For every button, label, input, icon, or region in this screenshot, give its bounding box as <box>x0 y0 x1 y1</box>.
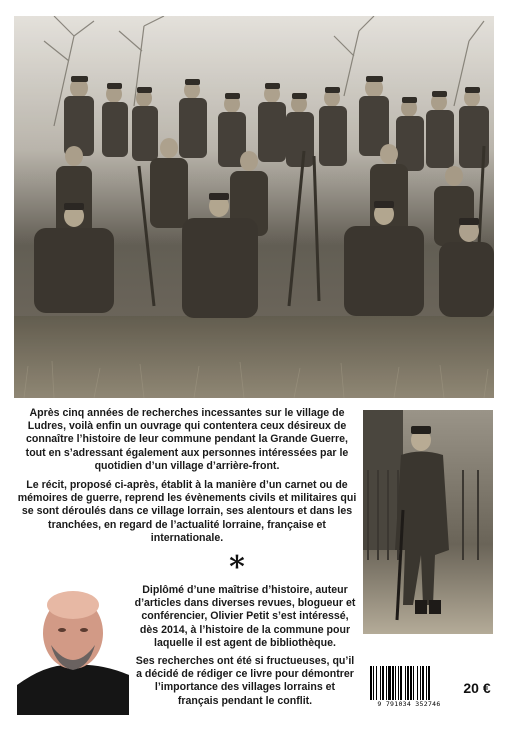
barcode-bar <box>417 666 418 700</box>
barcode-bar <box>400 666 402 700</box>
price-label: 20 € <box>463 680 491 696</box>
asterisk-separator: * <box>229 550 245 585</box>
soldiers-group-photo <box>14 16 494 398</box>
barcode-bar <box>382 666 384 700</box>
barcode-bar <box>376 666 377 700</box>
barcode-bar <box>422 666 424 700</box>
soldier-portrait-photo <box>363 410 493 634</box>
barcode-bar <box>426 666 427 700</box>
barcode-bar <box>410 666 412 700</box>
barcode-bar <box>405 666 406 700</box>
barcode-bar <box>428 666 430 700</box>
barcode-bar <box>380 666 381 700</box>
barcode-bar <box>407 666 409 700</box>
barcode-bar <box>420 666 421 700</box>
barcode-bar <box>370 666 372 700</box>
barcode-bar <box>386 666 387 700</box>
barcode-bar <box>373 666 374 700</box>
isbn-number: 9 791034 352746 <box>368 700 450 708</box>
author-portrait-photo <box>17 575 129 715</box>
barcode-bar <box>413 666 414 700</box>
intro-paragraph: Après cinq années de recherches incessantes sur le village de Ludres, voilà enfin un ouvrage qui contentera ceux désireux de connaître l’histoire de leur commune pendant la Grande Guerre, tout en s’adressant également aux personnes intéressées par le quotidien d’un village d’arrière-front. <box>25 407 349 472</box>
barcode-bar <box>388 666 391 700</box>
author-paragraph: Diplômé d’une maîtrise d’histoire, auteur d’articles dans diverses revues, blogueur et conférencier, Olivier Petit s’est intéressé, dès 2014, à l’histoire de la commune pour laquelle il est agent de bibliothèque. <box>134 584 356 649</box>
barcode-bar <box>395 666 396 700</box>
barcode-bar <box>398 666 399 700</box>
barcode-bar <box>392 666 394 700</box>
recit-paragraph: Le récit, proposé ci-après, établit à la manière d’un carnet ou de mémoires de guerre, reprend les évènements civils et militaires qui se sont déroulés dans ce village lorrain, ses alentours et dans les tranchées, en regard de l’actualité lorraine, française et internationale. <box>17 479 357 544</box>
research-paragraph: Ses recherches ont été si fructueuses, qu’il a décidé de rédiger ce livre pour démontrer l’importance des villages lorrains et français pendant le conflit. <box>135 655 355 707</box>
